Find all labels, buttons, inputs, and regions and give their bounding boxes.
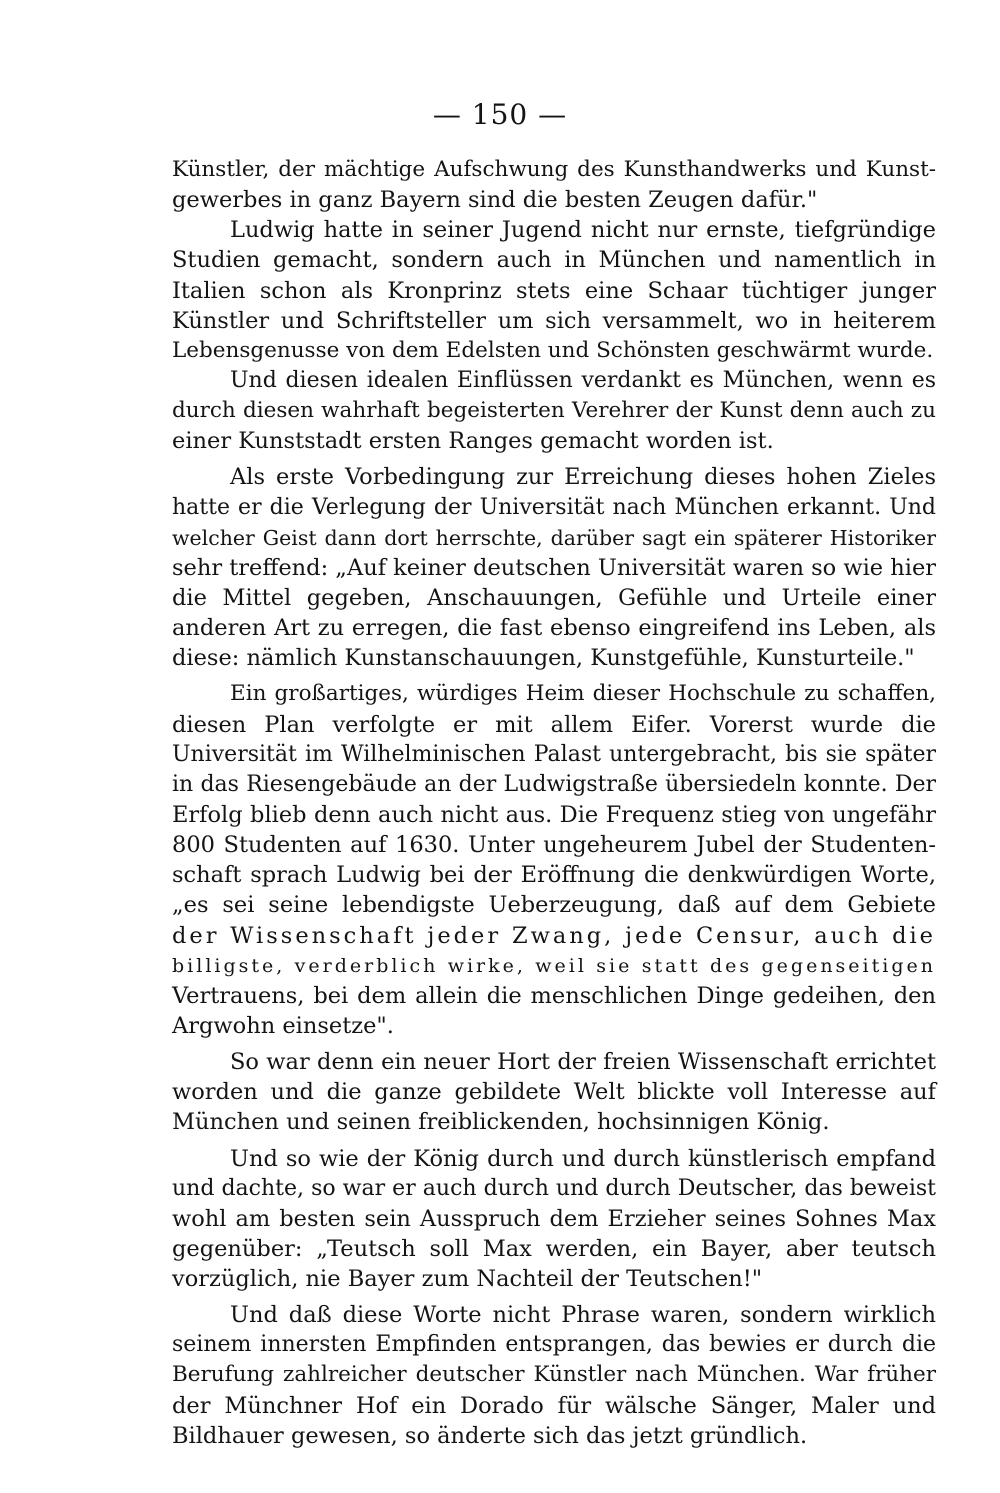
- text-line: Erfolg blieb denn auch nicht aus. Die Frequenz stieg von ungefähr: [172, 801, 936, 828]
- text-line: Als erste Vorbedingung zur Erreichung dieses hohen Zieles: [230, 464, 936, 491]
- text-line: Und diesen idealen Einflüssen verdankt es München, wenn es: [230, 367, 936, 393]
- text-line: und dachte, so war er auch durch und durch Deutscher, das beweist: [172, 1175, 936, 1201]
- text-line: durch diesen wahrhaft begeisterten Verehrer der Kunst denn auch zu: [172, 398, 936, 424]
- text-line: Italien schon als Kronprinz stets eine Schaar tüchtiger junger: [172, 277, 936, 304]
- page-number: — 150 —: [432, 98, 568, 131]
- text-line: schaft sprach Ludwig bei der Eröffnung die denkwürdigen Worte,: [172, 862, 936, 889]
- text-line: Bildhauer gewesen, so änderte sich das jetzt gründlich.: [172, 1422, 808, 1449]
- text-line: diese: nämlich Kunstanschauungen, Kunstgefühle, Kunsturteile.": [172, 645, 915, 672]
- text-line: in das Riesengebäude an der Ludwigstraße übersiedeln konnte. Der: [172, 771, 936, 797]
- text-line: 800 Studenten auf 1630. Unter ungeheurem Jubel der Studenten-: [172, 832, 936, 859]
- text-line: Universität im Wilhelminischen Palast untergebracht, bis sie später: [172, 741, 936, 767]
- text-line: wohl am besten sein Ausspruch dem Erzieher seines Sohnes Max: [172, 1205, 936, 1232]
- text-line: seinem innersten Empfinden entsprangen, das bewies er durch die: [172, 1332, 936, 1358]
- text-line: welcher Geist dann dort herrschte, darüber sagt ein späterer Historiker: [172, 525, 936, 550]
- text-line: gewerbes in ganz Bayern sind die besten Zeugen dafür.": [172, 187, 818, 214]
- text-line: „es sei seine lebendigste Ueberzeugung, daß auf dem Gebiete: [172, 892, 936, 919]
- text-line: einer Kunststadt ersten Ranges gemacht worden ist.: [172, 428, 774, 455]
- page-text-body: [172, 155, 936, 1451]
- text-line: Ein großartiges, würdiges Heim dieser Hochschule zu schaffen,: [230, 681, 936, 707]
- text-line: München und seinen freiblickenden, hochsinnigen König.: [172, 1109, 830, 1136]
- text-line: Künstler, der mächtige Aufschwung des Kunsthandwerks und Kunst-: [172, 157, 936, 182]
- text-line: gegenüber: „Teutsch soll Max werden, ein Bayer, aber teutsch: [172, 1235, 936, 1262]
- text-line: der Wissenschaft jeder Zwang, jede Censur, auch die: [172, 922, 936, 949]
- text-line: sehr treffend: „Auf keiner deutschen Universität waren so wie hier: [172, 554, 937, 581]
- text-line: Studien gemacht, sondern auch in München und namentlich in: [172, 247, 936, 274]
- text-line: die Mittel gegeben, Anschauungen, Gefühle und Urteile einer: [172, 584, 936, 611]
- text-line: Vertrauens, bei dem allein die menschlichen Dinge gedeihen, den: [172, 982, 936, 1009]
- text-line: vorzüglich, nie Bayer zum Nachteil der Teutschen!": [172, 1266, 763, 1293]
- text-line: billigste, verderblich wirke, weil sie statt des gegenseitigen: [172, 954, 936, 977]
- text-line: Berufung zahlreicher deutscher Künstler nach München. War früher: [172, 1362, 936, 1388]
- text-line: Und daß diese Worte nicht Phrase waren, sondern wirklich: [230, 1302, 936, 1329]
- text-line: der Münchner Hof ein Dorado für wälsche Sänger, Maler und: [172, 1392, 936, 1419]
- text-line: Argwohn einsetze".: [172, 1012, 394, 1039]
- text-line: Und so wie der König durch und durch künstlerisch empfand: [230, 1145, 936, 1172]
- text-line: anderen Art zu erregen, die fast ebenso eingreifend ins Leben, als: [172, 615, 936, 642]
- text-line: Lebensgenusse von dem Edelsten und Schönsten geschwärmt wurde.: [172, 337, 934, 363]
- text-line: Künstler und Schriftsteller um sich versammelt, wo in heiterem: [172, 307, 936, 334]
- text-line: So war denn ein neuer Hort der freien Wissenschaft errichtet: [230, 1049, 936, 1076]
- text-line: Ludwig hatte in seiner Jugend nicht nur ernste, tiefgründige: [230, 217, 936, 244]
- text-line: diesen Plan verfolgte er mit allem Eifer. Vorerst wurde die: [172, 711, 936, 738]
- text-line: hatte er die Verlegung der Universität nach München erkannt. Und: [172, 494, 936, 520]
- text-line: worden und die ganze gebildete Welt blickte voll Interesse auf: [172, 1079, 936, 1106]
